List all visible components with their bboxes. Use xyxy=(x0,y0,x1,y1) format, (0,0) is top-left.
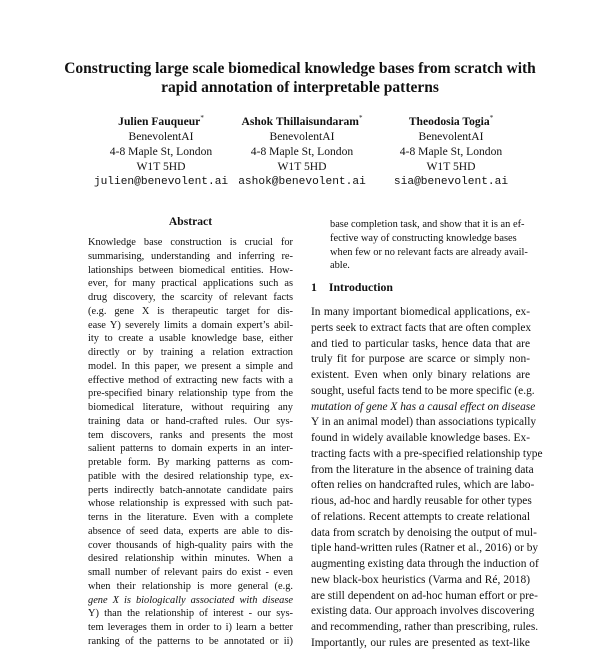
author-postcode: W1T 5HD xyxy=(277,160,327,173)
author-address: 4-8 Maple St, London xyxy=(109,145,213,158)
abstract-heading: Abstract xyxy=(168,215,213,228)
abstract-line: salient patterns to domain experts in an inter- xyxy=(88,443,293,455)
abstract-line: lationships between biomedical entities. How- xyxy=(88,264,293,276)
abstract-line: (e.g. gene X is therapeutic target for dis- xyxy=(88,305,293,317)
abstract-line: directly or by training a relation extraction xyxy=(88,347,293,358)
intro-line: data from scratch by denoising the output of mul- xyxy=(311,526,537,539)
author-block xyxy=(356,111,546,190)
author-name: Theodosia Togia* xyxy=(408,114,494,128)
abstract-line: terns in the literature. Even with a complete xyxy=(88,512,293,523)
author-postcode: W1T 5HD xyxy=(426,160,476,173)
abstract-line: desired relationship within minutes. When a xyxy=(88,553,293,565)
abstract-line: able. xyxy=(330,260,350,272)
abstract-line: when their relationship is more general (e.g. xyxy=(88,580,293,592)
abstract-line: Y) than the relationship of interest - our sys- xyxy=(88,608,293,620)
abstract-line: ranking of the patterns to be annotated or ii) xyxy=(88,635,293,647)
author-affiliation: BenevolentAI xyxy=(128,130,194,143)
author-postcode: W1T 5HD xyxy=(136,160,186,173)
intro-line: existing data. Our approach involves discovering xyxy=(311,605,535,618)
author-name: Julien Fauqueur* xyxy=(118,114,204,128)
intro-line: sought, useful facts tend to be more specific (e.g. xyxy=(311,384,535,397)
abstract-line: training data or hand-crafted rules. Our sys- xyxy=(88,415,293,427)
abstract-line: pre-specified binary relationship type from the xyxy=(88,388,293,400)
intro-line: of relations. Recent attempts to create relational xyxy=(311,510,530,523)
abstract-line: small number of relevant pairs do exist - even xyxy=(88,567,293,578)
abstract-line: ease Y) severely limits a domain expert’s abil- xyxy=(88,319,293,331)
abstract-line: tem discovers, ranks and presents the most xyxy=(88,429,293,441)
author-affiliation: BenevolentAI xyxy=(269,130,335,143)
abstract-line: when few or no relevant facts are already avail- xyxy=(330,246,528,258)
intro-line: Y in an animal model) than associations typically xyxy=(311,416,537,429)
author-name: Ashok Thillaisundaram* xyxy=(241,114,363,128)
intro-line: mutation of gene X has a causal effect on disease xyxy=(311,400,536,413)
intro-line: augmenting existing data through the induction of xyxy=(311,558,539,570)
abstract-line: Knowledge base construction is crucial for xyxy=(88,237,293,248)
section-number: 1 xyxy=(311,280,317,294)
abstract-line: gene X is biologically associated with disease xyxy=(88,594,293,606)
abstract-line: base completion task, and show that it is an ef- xyxy=(330,219,525,230)
abstract-body xyxy=(88,236,293,649)
title-line-2: rapid annotation of interpretable patterns xyxy=(161,79,439,96)
abstract-line: effective method of extracting new facts with a xyxy=(88,374,293,386)
abstract-line: perts indirectly batch-annotate candidate pairs xyxy=(88,484,293,496)
paper-title xyxy=(60,59,540,97)
abstract-line: model. In this paper, we present a simple and xyxy=(88,360,293,372)
abstract-line: pretable form. By marking patterns as com- xyxy=(88,457,293,468)
intro-line: tiple hand-written rules (Ratner et al., 2016) or by xyxy=(311,542,539,555)
abstract-line: ever, for many practical applications such as xyxy=(88,278,293,290)
intro-line: existent. Even when only binary relations are xyxy=(311,369,530,381)
author-affiliation: BenevolentAI xyxy=(418,130,484,143)
author-marker: * xyxy=(489,114,494,122)
author-email: julien@benevolent.ai xyxy=(93,176,229,188)
intro-line: found in widely available knowledge bases. Ex- xyxy=(311,432,530,444)
intro-line: and recommending, rather than prescribing, rules. xyxy=(311,621,539,633)
intro-line: new black-box heuristics (Varma and Ré, 2018) xyxy=(311,573,530,586)
intro-line: and tied to particular tasks, hence data that are xyxy=(311,337,530,350)
author-marker: * xyxy=(358,114,363,122)
abstract-line: patible with the desired relationship type, ex- xyxy=(88,470,293,482)
intro-line: In many important biomedical applications, ex- xyxy=(311,306,530,318)
intro-line: tracting facts with a pre-specified relationship type xyxy=(311,447,543,460)
intro-line: are still dependent on ad-hoc human effort or pre- xyxy=(311,589,538,602)
abstract-line: drug discovery, the scarcity of relevant facts xyxy=(88,292,293,303)
intro-line: often relies on handcrafted rules, which are labo- xyxy=(311,479,535,492)
abstract-continued xyxy=(330,218,528,273)
author-marker: * xyxy=(200,114,204,122)
intro-line: truly fit for purpose are scarce or simply non- xyxy=(311,353,530,366)
intro-line: perts seek to extract facts that are often complex xyxy=(311,321,532,334)
abstract-line: cover thousands of high-quality pairs with the xyxy=(88,539,293,551)
abstract-line: biomedical literature, without requiring any xyxy=(88,402,293,413)
section-title: Introduction xyxy=(328,280,393,294)
section-heading xyxy=(311,280,393,295)
abstract-line: whose relationship is expressed with such pat- xyxy=(88,498,293,510)
intro-line: Importantly, our rules are presented as text-like xyxy=(311,636,530,649)
abstract-line: absence of seed data, experts are able to dis- xyxy=(88,525,293,537)
abstract-line: summarising, understanding and inferring re- xyxy=(88,250,293,262)
author-email: sia@benevolent.ai xyxy=(393,176,509,188)
title-line-1: Constructing large scale biomedical knowledge bases from scratch with xyxy=(64,60,536,77)
abstract-line: ity to create a usable knowledge base, either xyxy=(88,333,293,345)
intro-line: rious, ad-hoc and hardly reusable for other types xyxy=(311,495,532,507)
intro-line: from the literature in the absence of training data xyxy=(311,463,534,476)
author-address: 4-8 Maple St, London xyxy=(399,145,503,158)
abstract-line: fective way of constructing knowledge bases xyxy=(330,232,517,244)
author-email: ashok@benevolent.ai xyxy=(238,176,366,188)
abstract-line: tem leverages them in order to i) learn a better xyxy=(88,622,293,633)
author-address: 4-8 Maple St, London xyxy=(250,145,354,158)
